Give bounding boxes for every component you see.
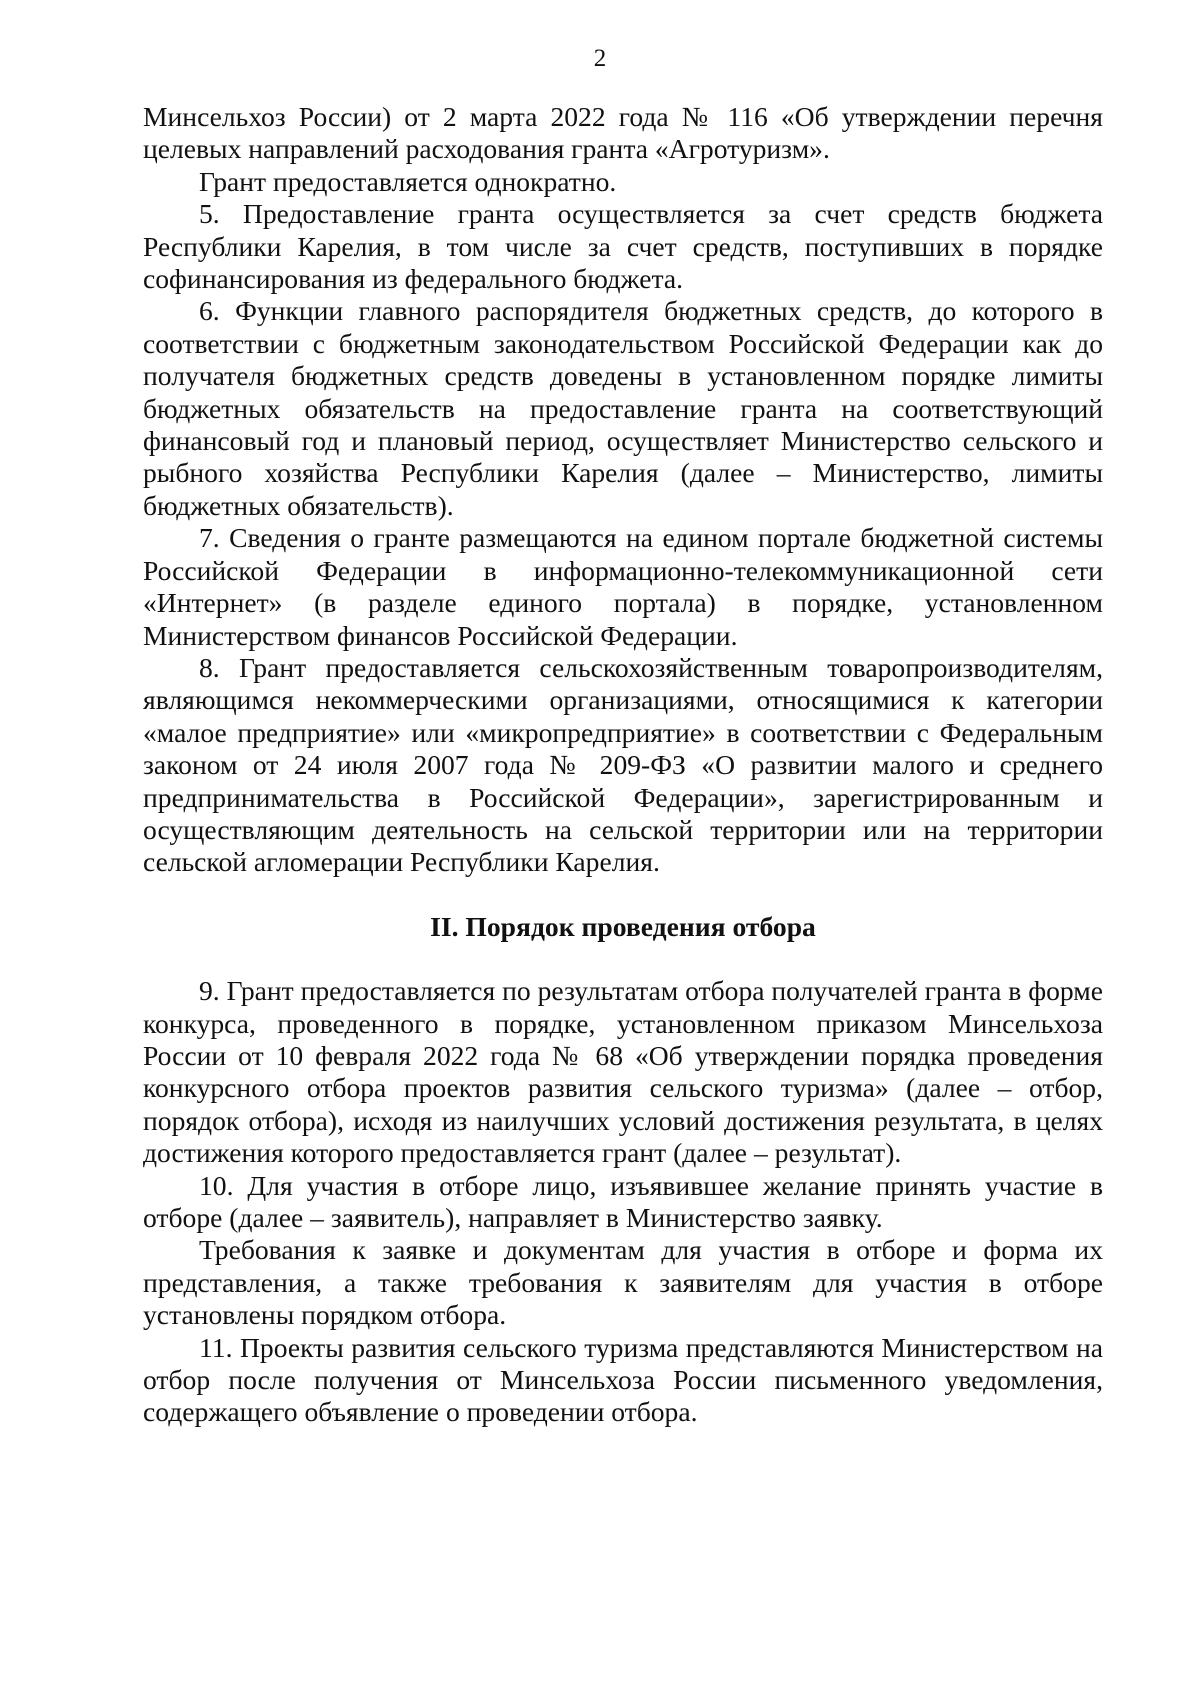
- page-number: 2: [593, 45, 607, 72]
- document-body: [143, 101, 1103, 1429]
- paragraph-11: 11. Проекты развития сельского туризма представляются Министерством на отбор после получения от Минсельхоза России письменного уведомления, содержащего объявление о проведении отбора.: [143, 1331, 1103, 1428]
- paragraph-continuation: Минсельхоз России) от 2 марта 2022 года № 116 «Об утверждении перечня целевых направлений расходования гранта «Агротуризм».: [143, 101, 1103, 165]
- paragraph-5: 5. Предоставление гранта осуществляется за счет средств бюджета Республики Карелия, в том числе за счет средств, поступивших в порядке софинансирования из федерального бюджета.: [143, 198, 1103, 295]
- paragraph-10: 10. Для участия в отборе лицо, изъявившее желание принять участие в отборе (далее – заявитель), направляет в Министерство заявку.: [143, 1169, 1103, 1233]
- paragraph-9: 9. Грант предоставляется по результатам отбора получателей гранта в форме конкурса, проведенного в порядке, установленном приказом Минсельхоза России от 10 февраля 2022 года № 68 «Об утверждении порядка проведения конкурсного отбора проектов развития сельского туризма» (далее – отбор, порядок отбора), исходя из наилучших условий достижения результата, в целях достижения которого предоставляется грант (далее – результат).: [143, 975, 1103, 1169]
- section-ii: [143, 975, 1103, 1429]
- section-i-continuation: [143, 101, 1103, 879]
- paragraph-6: 6. Функции главного распорядителя бюджетных средств, до которого в соответствии с бюджетным законодательством Российской Федерации как до получателя бюджетных средств доведены в установленном порядке лимиты бюджетных обязательств на предоставление гранта на соответствующий финансовый год и плановый период, осуществляет Министерство сельского и рыбного хозяйства Республики Карелия (далее – Министерство, лимиты бюджетных обязательств).: [143, 295, 1103, 521]
- section-heading: II. Порядок проведения отбора: [430, 910, 816, 942]
- paragraph-7: 7. Сведения о гранте размещаются на едином портале бюджетной системы Российской Федерации в информационно-телекоммуникационной сети «Интернет» (в разделе единого портала) в порядке, установленном Министерством финансов Российской Федерации.: [143, 522, 1103, 651]
- paragraph-requirements: Требования к заявке и документам для участия в отборе и форма их представления, а также требования к заявителям для участия в отборе установлены порядком отбора.: [143, 1234, 1103, 1331]
- paragraph-grant-once: Грант предоставляется однократно.: [199, 165, 617, 197]
- paragraph-8: 8. Грант предоставляется сельскохозяйственным товаропроизводителям, являющимся некоммерческими организациями, относящимися к категории «малое предприятие» или «микропредприятие» в соответствии с Федеральным законом от 24 июля 2007 года № 209-ФЗ «О развитии малого и среднего предпринимательства в Российской Федерации», зарегистрированным и осуществляющим деятельность на сельской территории или на территории сельской агломерации Республики Карелия.: [143, 651, 1103, 878]
